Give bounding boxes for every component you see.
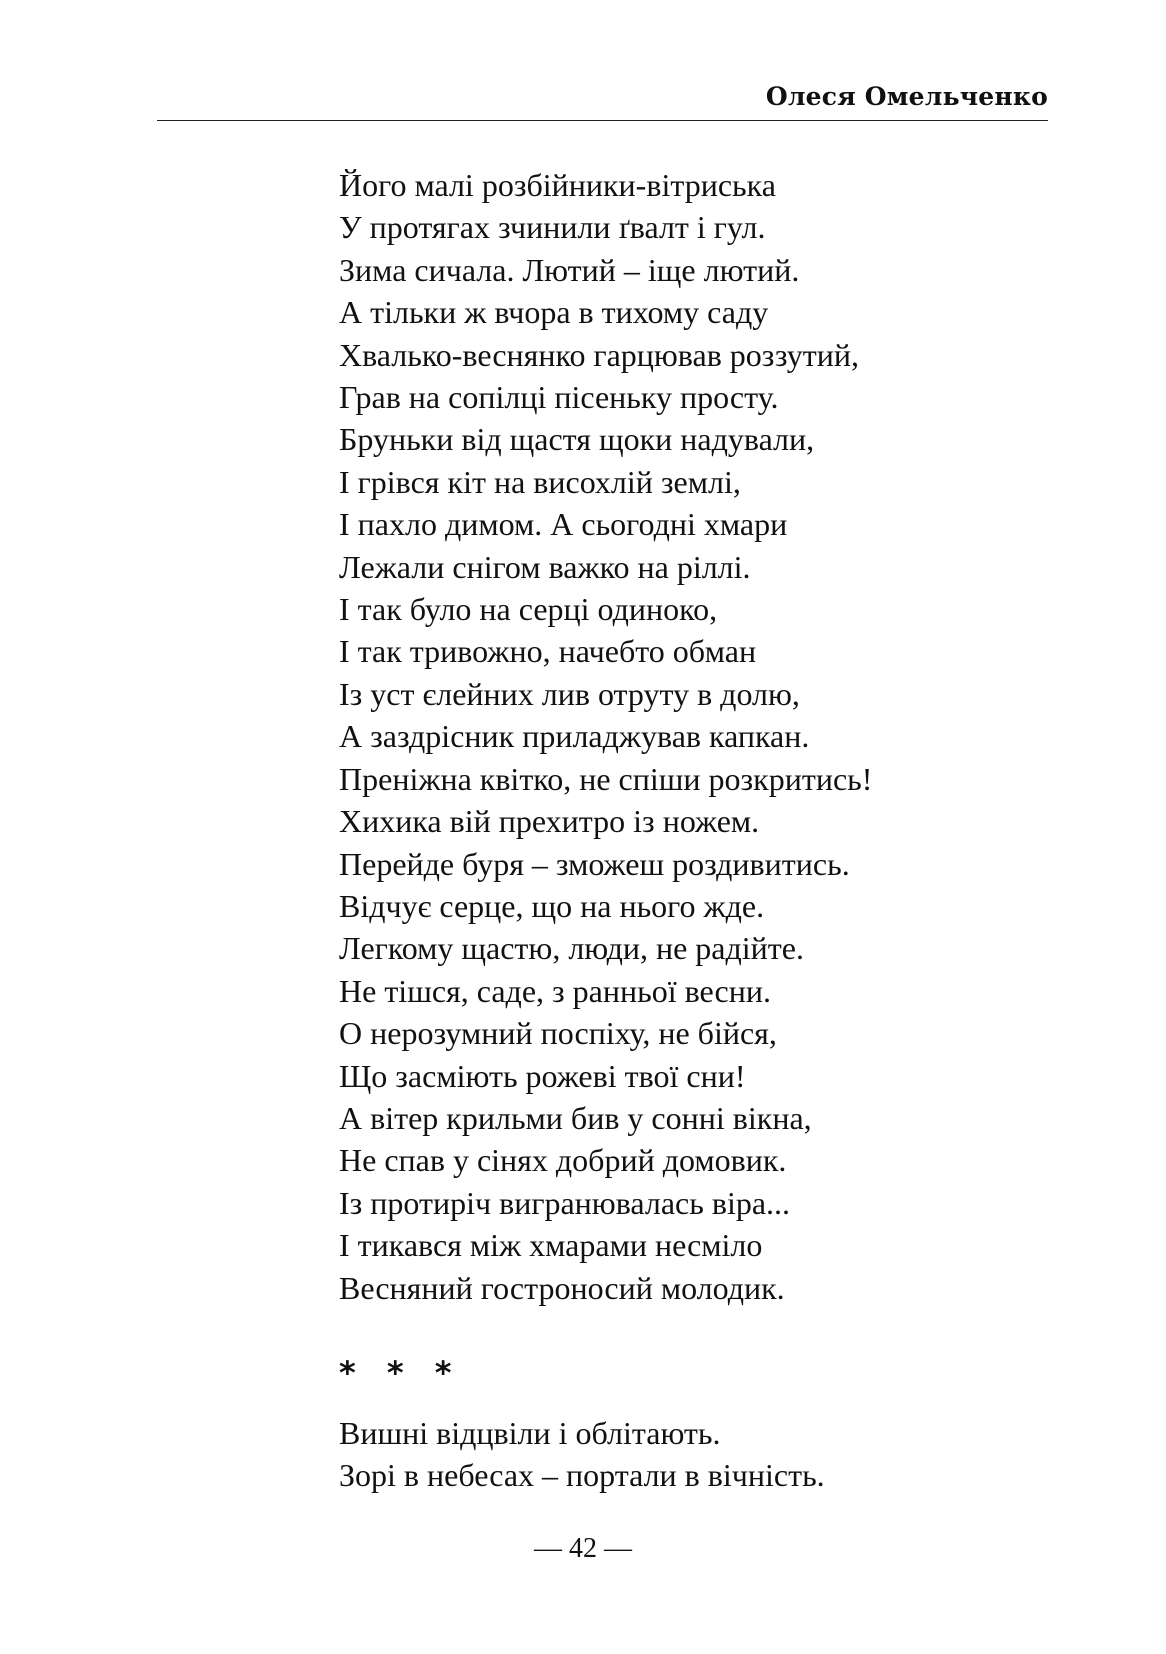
section-separator: * * * [339, 1354, 462, 1392]
poem-line: Хвалько-веснянко гарцював роззутий, [339, 336, 860, 373]
poem-line: І грівся кіт на висохлій землі, [339, 463, 741, 500]
poem-line: Бруньки від щастя щоки надували, [339, 421, 815, 458]
poem-line: А заздрісник приладжував капкан. [339, 718, 810, 755]
poem-line: Вишні відцвіли і облітають. [339, 1415, 721, 1451]
page-number: — 42 — [534, 1533, 632, 1564]
poem-line: І так тривожно, начебто обман [339, 633, 757, 670]
poem-line: Лежали снігом важко на ріллі. [339, 548, 751, 585]
poem-line: І тикався між хмарами несміло [339, 1227, 763, 1264]
poem-line: Преніжна квітко, не спіши розкритись! [339, 760, 873, 797]
poem-line: У протягах зчинили ґвалт і гул. [339, 209, 766, 246]
poem-line: Що засміють рожеві твої сни! [339, 1057, 746, 1094]
poem-line: Зима сичала. Лютий – іще лютий. [339, 251, 800, 288]
poem-line: Не тішся, саде, з ранньої весни. [339, 972, 771, 1009]
poem-line: Хихика вій прехитро із ножем. [339, 803, 760, 840]
poem [339, 164, 872, 1309]
poem-line: І пахло димом. А сьогодні хмари [339, 506, 788, 543]
poem-line: А вітер крильми бив у сонні вікна, [339, 1099, 812, 1136]
poem-line: Його малі розбійники-вітриська [339, 167, 776, 203]
poem-line: Перейде буря – зможеш роздивитись. [339, 845, 850, 882]
running-head-author: Олеся Омельченко [765, 82, 1048, 111]
next-poem [339, 1412, 825, 1497]
poem-line: Не спав у сінях добрий домовик. [339, 1142, 787, 1179]
poem-line: О нерозумний поспіху, не бійся, [339, 1015, 777, 1052]
poem-line: І так було на серці одиноко, [339, 591, 718, 628]
poem-line: Із протиріч вигранювалась віра... [339, 1184, 791, 1221]
poem-line: А тільки ж вчора в тихому саду [339, 294, 769, 331]
poem-line: Весняний гостроносий молодик. [339, 1269, 785, 1306]
poem-line: Грав на сопілці пісеньку просту. [339, 379, 779, 416]
poem-line: Зорі в небесах – портали в вічність. [339, 1457, 825, 1494]
poem-line: Відчує серце, що на нього жде. [339, 887, 765, 924]
header-rule [157, 120, 1048, 121]
poem-line: Із уст єлейних лив отруту в долю, [339, 675, 800, 712]
poem-line: Легкому щастю, люди, не радійте. [339, 930, 804, 967]
